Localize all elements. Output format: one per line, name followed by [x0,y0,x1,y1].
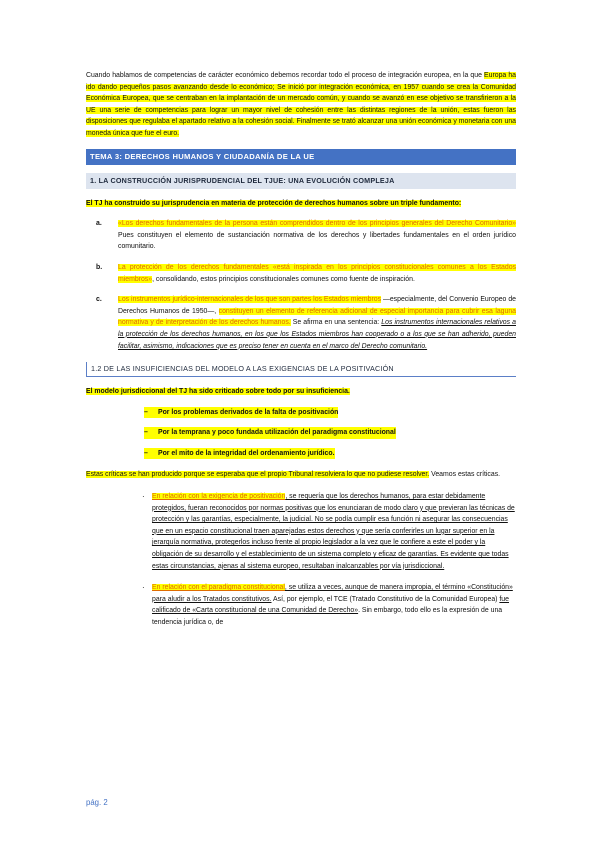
dash-text: Por la temprana y poco fundada utilización del paradigma constitucional [158,427,396,439]
dash-marker: – [144,448,158,460]
critics-rest: Veamos estas críticas. [429,471,501,479]
list-item-mid: —especialmente, del Convenio Europeo de Derechos Humanos de 1950—, [118,296,516,315]
intro-text-plain: Cuando hablamos de competencias de carácter económico debemos recordar todo el proceso de integración europea, en la que [86,72,485,79]
bullet-highlight: En relación con el paradigma constitucional [152,584,285,592]
dash-marker: – [144,427,158,439]
list-item-a [86,218,516,253]
bullet-item-2 [86,582,516,628]
critics-highlight: Estas críticas se han producido porque se esperaba que el propio Tribunal resolviera lo que no pudiese resolver. [86,471,430,479]
bullet-rest-3: fue calificado de «Carta constitucional de una Comunidad de Derecho» [152,595,509,615]
dash-text: Por el mito de la integridad del ordenamiento jurídico. [158,448,335,460]
section1-lead [86,198,516,210]
bullet-text [152,582,516,628]
list-item-highlight-2: constituyen un elemento de referencia adicional de especial importancia para cubrir esa laguna normativa y de interpretación de los derechos humanos. [118,307,517,327]
page-content [86,70,516,629]
list-item-lead: Se afirma en una sentencia: [290,319,382,327]
list-item-rest: Pues constituyen el elemento de sustanciación normativa de los derechos y libertades fundamentales en el orden jurídico comunitario. [118,231,516,251]
bullet-marker: · [142,492,145,502]
section2-lead-text: El modelo jurisdiccional del TJ ha sido criticado sobre todo por su insuficiencia. [86,388,350,396]
bullet-rest: , se requería que los derechos humanos, para estar debidamente protegidos, fueran reconocidos por normas positivas que los enunciaran de modo claro y que previeran las técnicas de protección y las garantías, especialmente, la judicial. No se podía cumplir esa función ni asegurar las consecuencias que en un espacio constitucional traen aparejadas estos derechos y que sería conferirles un lugar superior en la jerarquía normativa, protegerlos incluso frente al propio legislador a la vez que le confiere a este el poder y la obligación de su desarrollo y el establecimiento de un sistema completo y eficaz de garantías. Es evidente que todas estas circunstancias, ajenas al sistema europeo, resultaban inalcanzables por vía jurisdiccional. [152,493,515,570]
dash-item-3 [86,448,516,460]
dash-text: Por los problemas derivados de la falta de positivación [158,407,338,419]
list-item-rest: , consolidando, estos principios constitucionales comunes como fuente de inspiración. [152,275,415,283]
bullet-text [152,491,516,572]
bullet-rest-2: Así, por ejemplo, el TCE (Tratado Constitutivo de la Comunidad Europea) [271,595,500,603]
list-item-highlight: Los instrumentos jurídico-internacionales de los que son partes los Estados miembros [118,296,382,304]
bullet-marker: · [142,583,145,593]
section1-heading: 1. LA CONSTRUCCIÓN JURISPRUDENCIAL DEL TJUE: UNA EVOLUCIÓN COMPLEJA [86,173,516,189]
critics-paragraph [86,469,516,481]
bullet-rest-1: , se utiliza a veces, aunque de manera impropia, el término «Constitución» para aludir a los Tratados constitutivos. [152,584,513,603]
list-item-b [86,262,516,285]
list-marker: a. [96,220,102,228]
dash-item-2 [86,427,516,439]
dash-item-1 [86,407,516,419]
list-marker: c. [96,296,102,304]
tema-heading: TEMA 3: DERECHOS HUMANOS Y CIUDADANÍA DE LA UE [86,149,516,165]
list-item-text [118,294,516,352]
sentence-quote: Los instrumentos internacionales relativos a la protección de los derechos humanos, en los que los Estados miembros han cooperado o a los que se han adherido, pueden facilitar, asimismo, indicaciones que es preciso tener en cuenta en el marco del Derecho comunitario. [118,319,516,350]
list-item-highlight: La protección de los derechos fundamentales «está inspirada en los principios constitucionales comunes a los Estados miembros» [118,263,516,283]
list-item-highlight: «Los derechos fundamentales de la persona están comprendidos dentro de los principios generales del Derecho Comunitario» [118,220,516,228]
dash-marker: – [144,407,158,419]
section2-lead [86,386,516,398]
intro-paragraph [86,70,516,140]
section1-lead-text: El TJ ha construido su jurisprudencia en materia de protección de derechos humanos sobre un triple fundamento: [86,199,462,207]
list-marker: b. [96,263,103,271]
bullet-item-1 [86,491,516,572]
list-item-text [118,218,516,253]
intro-text-highlight: Europa ha ido dando pequeños pasos avanzando desde lo económico; Se inició por integración económica, en 1957 cuando se crea la Comunidad Económica Europea, que se centraban en la implantación de un mercado común, y cuando se avanzó en ese objetivo se transfirieron a la UE una serie de competencias para lograr un mayor nivel de cohesión entre las distintas regiones de la unión, estas fueron las disposiciones que regulaba el apartado relativo a la cohesión social. Finalmente se trató alcanzar una unión económica y monetaria con una moneda única que fue el euro. [86,72,516,137]
page-number: pág. 2 [86,798,108,807]
list-item-text [118,262,516,285]
list-item-c [86,294,516,352]
bullet-rest-4: . Sin embargo, todo ello es la expresión de una tendencia jurídica o, de [152,607,503,626]
bullet-highlight: En relación con la exigencia de positivación [152,493,286,501]
section2-heading: 1.2 DE LAS INSUFICIENCIAS DEL MODELO A LAS EXIGENCIAS DE LA POSITIVACIÓN [86,362,516,377]
